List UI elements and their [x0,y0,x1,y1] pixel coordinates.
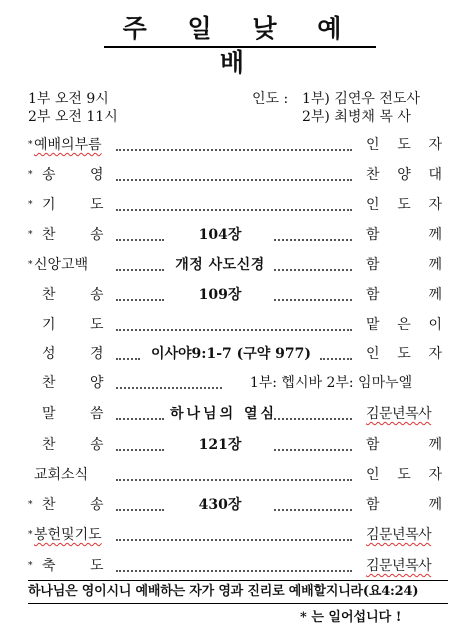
order-row [28,343,442,365]
order-label: 찬 송 [42,437,104,453]
leader-2: 2부) 최병채 목 사 [302,109,411,125]
leader-dots [116,299,164,301]
order-label: 신앙고백 [34,257,89,273]
order-leader: 김문년목사 [366,558,432,574]
order-leader: 인 도 자 [366,137,442,153]
leader-label: 인도 : [252,91,289,107]
standing-mark: * [28,530,33,540]
order-label: 기 도 [42,317,104,333]
order-row [28,314,442,336]
standing-mark: * [28,260,33,270]
order-leader: 함 께 [366,497,442,513]
leader-dots [274,509,352,511]
order-label: 예배의부름 [34,137,102,153]
service-time-2: 2부 오전 11시 [28,109,118,125]
order-detail: 이사야9:1-7 (구약 977) [150,346,312,362]
order-label: 찬 송 [42,497,104,513]
order-detail: 104장 [198,227,242,243]
page-title: 주 일 낮 예 배 [104,12,376,48]
standing-mark: * [28,140,33,150]
leader-dots [116,509,164,511]
verse-bottom-rule [28,603,448,604]
order-row [28,494,442,516]
order-label: 송 영 [42,167,104,183]
leader-dots [116,539,352,541]
order-leader: 김문년목사 [366,527,432,543]
leader-dots [116,570,352,572]
leader-dots [274,269,352,271]
standing-mark: * [28,500,33,510]
order-label: 찬 양 [42,375,104,391]
leader-1: 1부) 김연우 전도사 [302,91,420,107]
order-label: 축 도 [42,558,104,574]
order-leader: 김문년목사 [366,406,432,422]
order-label: 찬 송 [42,227,104,243]
leader-dots [274,449,352,451]
standing-mark: * [28,170,33,180]
standing-mark: * [28,230,33,240]
leader-dots [116,479,352,481]
order-row [28,134,442,156]
order-leader: 함 께 [366,287,442,303]
standing-mark: * [28,200,33,210]
leader-dots [274,418,352,420]
leader-dots [320,358,352,360]
order-row [28,434,442,456]
scripture-verse: 하나님은 영이시니 예배하는 자가 영과 진리로 예배할지니라(요4:24) [28,584,419,599]
order-label: 봉헌및기도 [34,527,102,543]
order-row [28,254,442,276]
order-row [28,224,442,246]
leader-dots [116,387,222,389]
order-row [28,164,442,186]
leader-dots [116,358,140,360]
order-leader: 함 께 [366,437,442,453]
order-row [28,555,442,577]
leader-dots [274,239,352,241]
order-leader: 인 도 자 [366,346,442,362]
order-detail: 1부: 헵시바 2부: 임마누엘 [249,375,413,391]
order-leader: 함 께 [366,227,442,243]
leader-dots [116,449,164,451]
order-detail: 430장 [198,497,242,513]
order-row [28,464,442,486]
service-time-1: 1부 오전 9시 [28,91,109,107]
order-leader: 맡 은 이 [366,317,442,333]
order-leader: 함 께 [366,257,442,273]
leader-dots [116,179,352,181]
order-label: 기 도 [42,197,104,213]
order-row [28,403,442,425]
standing-note: * 는 일어섭니다 ! [300,610,402,625]
order-row [28,194,442,216]
leader-dots [116,329,352,331]
order-label: 성 경 [42,346,104,362]
order-leader: 인 도 자 [366,197,442,213]
order-leader: 인 도 자 [366,467,442,483]
order-label: 교회소식 [34,467,89,483]
order-row [28,372,442,394]
order-row [28,284,442,306]
order-detail: 개정 사도신경 [175,257,265,273]
order-label: 찬 송 [42,287,104,303]
leader-dots [116,149,352,151]
leader-dots [116,418,164,420]
order-row [28,524,442,546]
order-leader: 찬 양 대 [366,167,442,183]
verse-top-rule [28,580,448,581]
leader-dots [116,239,164,241]
leader-dots [274,299,352,301]
order-label: 말 씀 [42,406,104,422]
order-detail: 109장 [198,287,242,303]
standing-mark: * [28,561,33,571]
leader-dots [116,269,164,271]
order-detail: 하나님의 열심 [170,406,278,422]
leader-dots [116,209,352,211]
order-detail: 121장 [198,437,242,453]
